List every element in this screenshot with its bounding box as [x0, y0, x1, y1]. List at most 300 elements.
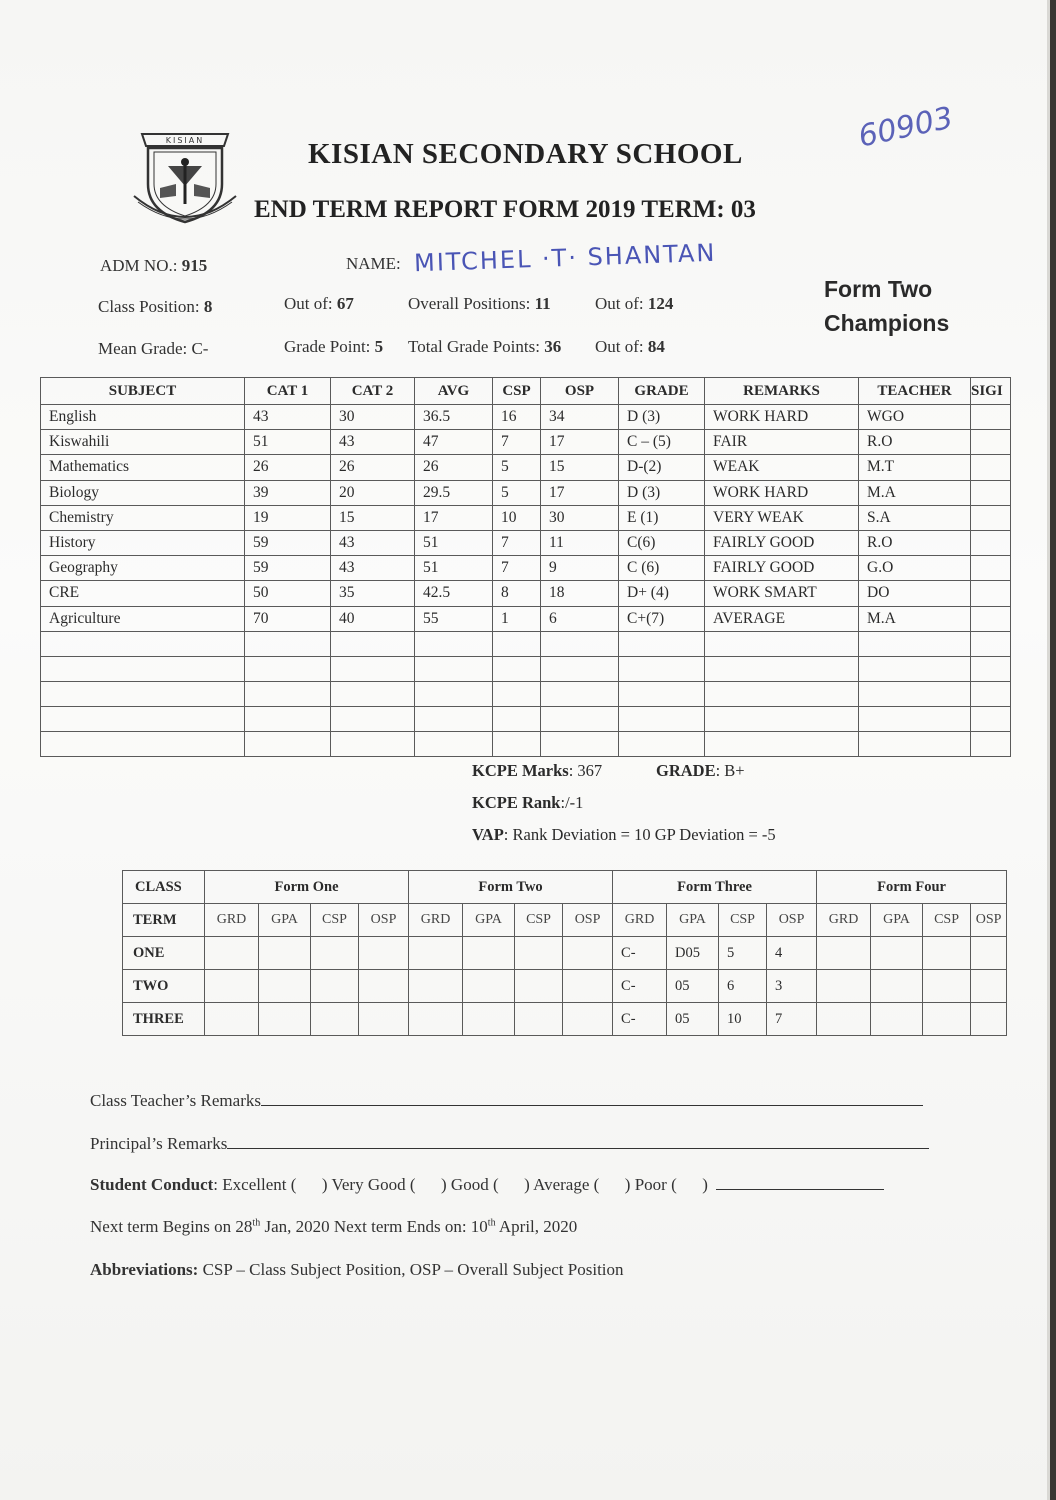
marks-header-cell: CSP — [493, 378, 541, 405]
marks-cell: VERY WEAK — [705, 505, 859, 530]
total-grade-points — [408, 337, 561, 357]
marks-cell: 30 — [331, 405, 415, 430]
history-empty-cell — [817, 937, 871, 970]
marks-cell — [971, 505, 1011, 530]
blank-cell[interactable] — [971, 706, 1011, 731]
marks-cell: 17 — [415, 505, 493, 530]
form-group-header: Form Two — [409, 871, 613, 904]
marks-header-cell: CAT 1 — [245, 378, 331, 405]
marks-cell: 59 — [245, 556, 331, 581]
blank-cell[interactable] — [245, 631, 331, 656]
marks-cell: C (6) — [619, 556, 705, 581]
report-title: END TERM REPORT FORM 2019 TERM: 03 — [254, 196, 756, 223]
marks-cell — [971, 430, 1011, 455]
marks-cell: D+ (4) — [619, 581, 705, 606]
marks-cell: AVERAGE — [705, 606, 859, 631]
overall-out-of — [595, 294, 673, 314]
history-empty-cell — [259, 970, 311, 1003]
marks-cell: 20 — [331, 480, 415, 505]
blank-row — [41, 681, 1011, 706]
marks-cell: 59 — [245, 530, 331, 555]
abbreviations-text: CSP – Class Subject Position, OSP – Overall Subject Position — [198, 1260, 624, 1279]
vap-value: : Rank Deviation = 10 GP Deviation = -5 — [503, 825, 776, 844]
marks-cell: WORK HARD — [705, 480, 859, 505]
ends-sup: th — [487, 1217, 496, 1229]
marks-cell: 43 — [331, 530, 415, 555]
next-term-dates — [90, 1217, 577, 1237]
blank-cell[interactable] — [493, 706, 541, 731]
marks-cell: Mathematics — [41, 455, 245, 480]
adm-no — [100, 256, 207, 276]
next-term-begins-rest: Jan, 2020 Next term Ends on: 10 — [260, 1217, 488, 1236]
marks-cell: C – (5) — [619, 430, 705, 455]
kcpe-grade — [656, 761, 745, 781]
marks-cell: 51 — [415, 530, 493, 555]
history-subheader: GRD — [817, 904, 871, 937]
blank-cell[interactable] — [541, 631, 619, 656]
out-of-value-1: 67 — [336, 294, 354, 313]
marks-header-cell: AVG — [415, 378, 493, 405]
blank-row — [41, 656, 1011, 681]
school-logo — [128, 126, 242, 226]
blank-cell[interactable] — [541, 681, 619, 706]
out-of-value-2: 124 — [647, 294, 674, 313]
history-empty-cell — [205, 937, 259, 970]
blank-cell[interactable] — [971, 656, 1011, 681]
begins-sup: th — [252, 1217, 261, 1229]
history-empty-cell — [923, 937, 971, 970]
blank-cell[interactable] — [245, 656, 331, 681]
blank-cell[interactable] — [331, 731, 415, 756]
marks-cell: 47 — [415, 430, 493, 455]
marks-cell: G.O — [859, 556, 971, 581]
marks-cell — [971, 606, 1011, 631]
history-subheader: GRD — [205, 904, 259, 937]
history-subheader: GPA — [667, 904, 719, 937]
blank-cell[interactable] — [541, 656, 619, 681]
history-empty-cell — [359, 1003, 409, 1036]
blank-cell[interactable] — [541, 706, 619, 731]
marks-cell: 30 — [541, 505, 619, 530]
kcpe-grade-value: : B+ — [715, 761, 745, 780]
marks-cell: 40 — [331, 606, 415, 631]
marks-cell: 15 — [541, 455, 619, 480]
marks-header-cell: GRADE — [619, 378, 705, 405]
history-empty-cell — [205, 970, 259, 1003]
marks-header-row — [41, 378, 1011, 405]
marks-cell: 26 — [245, 455, 331, 480]
blank-cell[interactable] — [41, 681, 245, 706]
conduct-options: : Excellent ( ) Very Good ( ) Good ( ) Average ( ) Poor ( ) — [213, 1175, 708, 1194]
history-empty-cell — [515, 937, 563, 970]
marks-cell: M.T — [859, 455, 971, 480]
abbreviations — [90, 1260, 624, 1280]
kcpe-marks — [472, 761, 602, 781]
principal-remarks-line[interactable] — [227, 1148, 929, 1149]
marks-cell: Chemistry — [41, 505, 245, 530]
marks-cell — [971, 455, 1011, 480]
blank-cell[interactable] — [415, 631, 493, 656]
blank-cell[interactable] — [415, 681, 493, 706]
history-empty-cell — [971, 1003, 1007, 1036]
out-of-value-3: 84 — [647, 337, 665, 356]
conduct-label: Student Conduct — [90, 1175, 214, 1194]
blank-cell[interactable] — [331, 681, 415, 706]
marks-cell: 50 — [245, 581, 331, 606]
blank-cell[interactable] — [415, 731, 493, 756]
table-row — [123, 937, 1007, 970]
history-subheader: GPA — [463, 904, 515, 937]
table-row — [41, 455, 1011, 480]
history-cell: 7 — [767, 1003, 817, 1036]
marks-header-cell: REMARKS — [705, 378, 859, 405]
marks-cell: 39 — [245, 480, 331, 505]
history-cell: 4 — [767, 937, 817, 970]
principal-remarks — [90, 1134, 929, 1154]
marks-cell: 10 — [493, 505, 541, 530]
blank-cell[interactable] — [705, 681, 859, 706]
history-empty-cell — [463, 970, 515, 1003]
kcpe-rank-value: :/-1 — [560, 793, 584, 812]
history-subheader: CSP — [515, 904, 563, 937]
history-cell: 10 — [719, 1003, 767, 1036]
table-row — [41, 405, 1011, 430]
marks-cell: FAIRLY GOOD — [705, 530, 859, 555]
next-term-begins: Next term Begins on 28 — [90, 1217, 253, 1236]
blank-cell[interactable] — [619, 656, 705, 681]
conduct-line[interactable] — [716, 1189, 884, 1190]
marks-header-cell: TEACHER — [859, 378, 971, 405]
class-position-value: 8 — [203, 297, 213, 316]
marks-cell: 17 — [541, 480, 619, 505]
blank-cell[interactable] — [619, 681, 705, 706]
table-row — [41, 530, 1011, 555]
marks-cell: WORK SMART — [705, 581, 859, 606]
history-cell: 5 — [719, 937, 767, 970]
blank-cell[interactable] — [705, 631, 859, 656]
blank-cell[interactable] — [859, 631, 971, 656]
blank-cell[interactable] — [859, 706, 971, 731]
overall-positions-value: 11 — [534, 294, 551, 313]
marks-cell: C(6) — [619, 530, 705, 555]
blank-cell[interactable] — [245, 706, 331, 731]
history-empty-cell — [871, 937, 923, 970]
history-empty-cell — [817, 970, 871, 1003]
marks-cell: DO — [859, 581, 971, 606]
history-subheader: OSP — [563, 904, 613, 937]
blank-row — [41, 731, 1011, 756]
mean-grade: Mean Grade: C- — [98, 339, 209, 358]
marks-header-cell: SIGI — [971, 378, 1011, 405]
history-empty-cell — [311, 937, 359, 970]
overall-positions — [408, 294, 551, 314]
handwritten-number: 60903 — [855, 100, 957, 155]
blank-cell[interactable] — [859, 656, 971, 681]
kcpe-rank — [472, 793, 583, 813]
blank-row — [41, 706, 1011, 731]
term-name: ONE — [123, 937, 205, 970]
history-empty-cell — [311, 1003, 359, 1036]
marks-cell: Geography — [41, 556, 245, 581]
student-conduct — [90, 1175, 884, 1195]
total-out-of — [595, 337, 665, 357]
blank-cell[interactable] — [971, 681, 1011, 706]
table-row — [41, 606, 1011, 631]
marks-table — [40, 377, 1011, 757]
marks-cell — [971, 556, 1011, 581]
marks-cell — [971, 405, 1011, 430]
marks-cell: FAIRLY GOOD — [705, 556, 859, 581]
marks-cell: 29.5 — [415, 480, 493, 505]
class-teacher-remarks-label: Class Teacher’s Remarks — [90, 1091, 261, 1110]
blank-cell[interactable] — [859, 681, 971, 706]
student-name-value: MITCHEL ·T· SHANTAN — [413, 238, 717, 278]
term-name: TWO — [123, 970, 205, 1003]
marks-header-cell: SUBJECT — [41, 378, 245, 405]
history-subheader: OSP — [767, 904, 817, 937]
marks-cell: 51 — [415, 556, 493, 581]
marks-cell: D (3) — [619, 405, 705, 430]
term-label: TERM — [123, 904, 205, 937]
history-empty-cell — [971, 970, 1007, 1003]
adm-value: 915 — [181, 256, 208, 275]
next-term-ends-rest: April, 2020 — [495, 1217, 578, 1236]
history-empty-cell — [205, 1003, 259, 1036]
out-of-label-2: Out of: — [595, 294, 644, 313]
blank-cell[interactable] — [859, 731, 971, 756]
marks-cell: D (3) — [619, 480, 705, 505]
history-subheader: CSP — [719, 904, 767, 937]
blank-cell[interactable] — [619, 706, 705, 731]
history-term-row — [123, 904, 1007, 937]
marks-cell — [971, 530, 1011, 555]
blank-cell[interactable] — [41, 656, 245, 681]
grade-point — [284, 337, 383, 357]
class-label: CLASS — [123, 871, 205, 904]
marks-cell: 5 — [493, 455, 541, 480]
form-group-header: Form Three — [613, 871, 817, 904]
kcpe-rank-label: KCPE Rank — [472, 793, 561, 812]
marks-cell: WEAK — [705, 455, 859, 480]
history-cell: 05 — [667, 1003, 719, 1036]
history-subheader: OSP — [359, 904, 409, 937]
history-cell: C- — [613, 970, 667, 1003]
marks-cell: 43 — [331, 556, 415, 581]
history-empty-cell — [817, 1003, 871, 1036]
marks-cell: 16 — [493, 405, 541, 430]
blank-cell[interactable] — [705, 656, 859, 681]
term-name: THREE — [123, 1003, 205, 1036]
history-empty-cell — [871, 1003, 923, 1036]
marks-cell: E (1) — [619, 505, 705, 530]
overall-positions-label: Overall Positions: — [408, 294, 531, 313]
class-teacher-remarks-line[interactable] — [261, 1105, 923, 1106]
marks-cell: 7 — [493, 530, 541, 555]
history-empty-cell — [923, 970, 971, 1003]
history-empty-cell — [409, 1003, 463, 1036]
table-row — [41, 581, 1011, 606]
history-cell: 3 — [767, 970, 817, 1003]
history-cell: C- — [613, 937, 667, 970]
history-subheader: GPA — [871, 904, 923, 937]
kcpe-grade-label: GRADE — [656, 761, 716, 780]
blank-cell[interactable] — [493, 681, 541, 706]
history-empty-cell — [971, 937, 1007, 970]
blank-cell[interactable] — [971, 631, 1011, 656]
marks-cell: 43 — [245, 405, 331, 430]
champions-line-1: Form Two — [824, 276, 933, 302]
history-subheader: GPA — [259, 904, 311, 937]
blank-cell[interactable] — [971, 731, 1011, 756]
out-of-label-1: Out of: — [284, 294, 333, 313]
marks-cell: 11 — [541, 530, 619, 555]
history-empty-cell — [515, 1003, 563, 1036]
history-subheader: GRD — [409, 904, 463, 937]
table-row — [41, 430, 1011, 455]
marks-cell: 51 — [245, 430, 331, 455]
marks-cell: 8 — [493, 581, 541, 606]
history-empty-cell — [563, 970, 613, 1003]
class-teacher-remarks — [90, 1091, 923, 1111]
marks-cell: Kiswahili — [41, 430, 245, 455]
blank-cell[interactable] — [493, 631, 541, 656]
marks-cell: 9 — [541, 556, 619, 581]
marks-cell: 5 — [493, 480, 541, 505]
table-row — [123, 1003, 1007, 1036]
history-empty-cell — [409, 970, 463, 1003]
marks-cell: 26 — [415, 455, 493, 480]
marks-cell: 18 — [541, 581, 619, 606]
history-subheader: OSP — [971, 904, 1007, 937]
history-empty-cell — [409, 937, 463, 970]
grade-point-label: Grade Point: — [284, 337, 371, 356]
marks-cell: R.O — [859, 430, 971, 455]
school-name: KISIAN SECONDARY SCHOOL — [308, 138, 743, 170]
marks-cell: R.O — [859, 530, 971, 555]
marks-cell: 36.5 — [415, 405, 493, 430]
blank-cell[interactable] — [541, 731, 619, 756]
class-position — [98, 297, 212, 317]
marks-header-cell: OSP — [541, 378, 619, 405]
marks-cell: CRE — [41, 581, 245, 606]
marks-cell: S.A — [859, 505, 971, 530]
principal-remarks-label: Principal’s Remarks — [90, 1134, 228, 1153]
history-empty-cell — [311, 970, 359, 1003]
marks-cell: WORK HARD — [705, 405, 859, 430]
blank-cell[interactable] — [331, 656, 415, 681]
marks-cell: English — [41, 405, 245, 430]
history-table — [122, 870, 1007, 1036]
logo-text: KISIAN — [165, 136, 205, 145]
marks-cell: D-(2) — [619, 455, 705, 480]
marks-cell: 17 — [541, 430, 619, 455]
blank-cell[interactable] — [331, 706, 415, 731]
marks-cell: 55 — [415, 606, 493, 631]
class-out-of — [284, 294, 354, 314]
history-empty-cell — [359, 937, 409, 970]
marks-cell: 43 — [331, 430, 415, 455]
history-cell: C- — [613, 1003, 667, 1036]
total-grade-points-label: Total Grade Points: — [408, 337, 540, 356]
marks-cell: 19 — [245, 505, 331, 530]
history-empty-cell — [359, 970, 409, 1003]
blank-cell[interactable] — [245, 731, 331, 756]
blank-cell[interactable] — [415, 656, 493, 681]
blank-cell[interactable] — [41, 731, 245, 756]
kcpe-marks-label: KCPE Marks — [472, 761, 569, 780]
history-cell: D05 — [667, 937, 719, 970]
marks-cell: 15 — [331, 505, 415, 530]
history-subheader: CSP — [923, 904, 971, 937]
marks-cell: FAIR — [705, 430, 859, 455]
marks-cell: History — [41, 530, 245, 555]
blank-cell[interactable] — [493, 656, 541, 681]
total-grade-points-value: 36 — [544, 337, 562, 356]
table-row — [41, 505, 1011, 530]
marks-cell: WGO — [859, 405, 971, 430]
marks-cell: 42.5 — [415, 581, 493, 606]
table-row — [41, 480, 1011, 505]
history-empty-cell — [463, 1003, 515, 1036]
marks-cell: C+(7) — [619, 606, 705, 631]
marks-cell: Agriculture — [41, 606, 245, 631]
blank-cell[interactable] — [619, 731, 705, 756]
student-name-label: NAME: — [346, 254, 401, 273]
history-empty-cell — [871, 970, 923, 1003]
out-of-label-3: Out of: — [595, 337, 644, 356]
kcpe-marks-value: : 367 — [568, 761, 603, 780]
marks-cell: 34 — [541, 405, 619, 430]
marks-cell — [971, 581, 1011, 606]
marks-cell: 35 — [331, 581, 415, 606]
marks-header-cell: CAT 2 — [331, 378, 415, 405]
marks-cell: M.A — [859, 606, 971, 631]
blank-cell[interactable] — [415, 706, 493, 731]
table-row — [123, 970, 1007, 1003]
history-empty-cell — [259, 1003, 311, 1036]
blank-cell[interactable] — [705, 706, 859, 731]
blank-row — [41, 631, 1011, 656]
marks-cell: 7 — [493, 430, 541, 455]
class-position-label: Class Position: — [98, 297, 200, 316]
blank-cell[interactable] — [41, 631, 245, 656]
abbreviations-label: Abbreviations: — [90, 1260, 199, 1279]
adm-label: ADM NO.: — [100, 256, 178, 275]
blank-cell[interactable] — [705, 731, 859, 756]
marks-cell: Biology — [41, 480, 245, 505]
history-empty-cell — [563, 1003, 613, 1036]
marks-cell: 1 — [493, 606, 541, 631]
form-group-header: Form Four — [817, 871, 1007, 904]
vap-label: VAP — [472, 825, 504, 844]
blank-cell[interactable] — [493, 731, 541, 756]
history-subheader: GRD — [613, 904, 667, 937]
grade-point-value: 5 — [374, 337, 384, 356]
history-empty-cell — [563, 937, 613, 970]
blank-cell[interactable] — [619, 631, 705, 656]
champions-line-2: Champions — [824, 310, 950, 336]
champions-note — [824, 272, 949, 340]
blank-cell[interactable] — [331, 631, 415, 656]
blank-cell[interactable] — [245, 681, 331, 706]
marks-cell: 6 — [541, 606, 619, 631]
history-empty-cell — [923, 1003, 971, 1036]
marks-cell: 7 — [493, 556, 541, 581]
blank-cell[interactable] — [41, 706, 245, 731]
table-row — [41, 556, 1011, 581]
history-subheader: CSP — [311, 904, 359, 937]
history-class-row — [123, 871, 1007, 904]
